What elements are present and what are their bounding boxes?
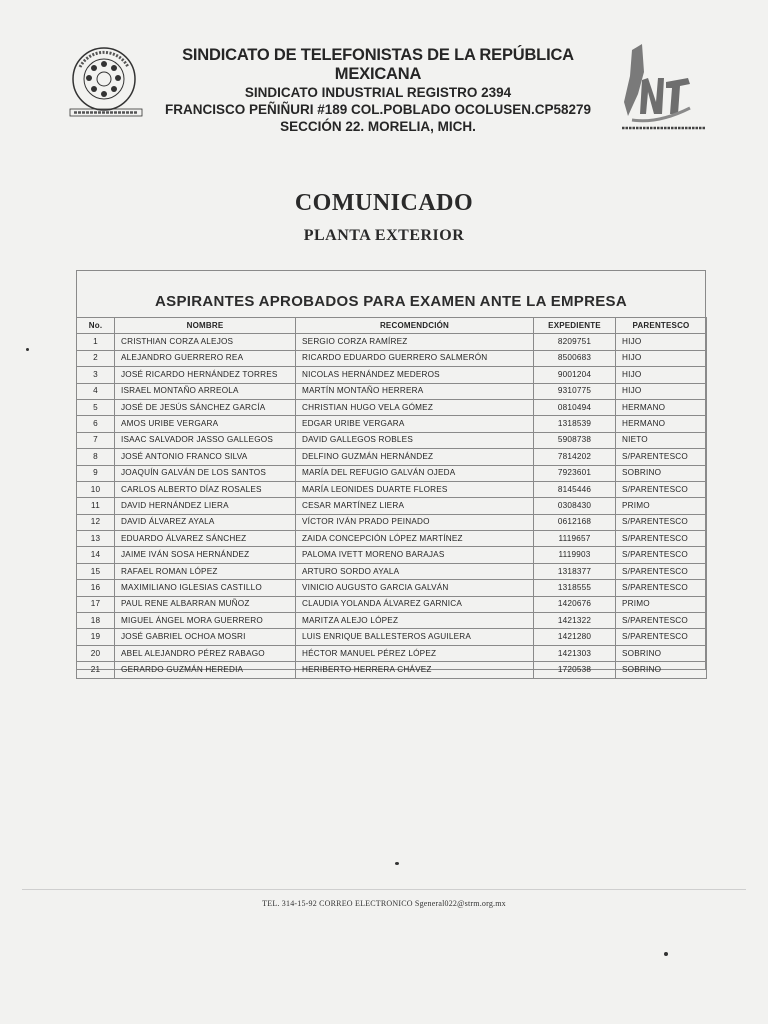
- table-row: [77, 514, 707, 530]
- letterhead: [148, 46, 608, 135]
- cell-no: 17: [77, 596, 115, 612]
- table-row: [77, 596, 707, 612]
- cell-nombre: PAUL RENE ALBARRAN MUÑOZ: [115, 596, 296, 612]
- cell-parentesco: S/PARENTESCO: [616, 481, 707, 497]
- table-row: [77, 367, 707, 383]
- table-row: [77, 662, 707, 678]
- section-line: SECCIÓN 22. MORELIA, MICH.: [280, 119, 476, 134]
- cell-nombre: EDUARDO ÁLVAREZ SÁNCHEZ: [115, 531, 296, 547]
- cell-no: 15: [77, 563, 115, 579]
- cell-recomendacion: EDGAR URIBE VERGARA: [296, 416, 534, 432]
- cell-no: 18: [77, 613, 115, 629]
- cell-parentesco: HIJO: [616, 383, 707, 399]
- cell-nombre: CARLOS ALBERTO DÍAZ ROSALES: [115, 481, 296, 497]
- table-title: ASPIRANTES APROBADOS PARA EXAMEN ANTE LA EMPRESA: [155, 293, 627, 310]
- table-row: [77, 531, 707, 547]
- cell-nombre: JOSÉ RICARDO HERNÁNDEZ TORRES: [115, 367, 296, 383]
- cell-expediente: 7923601: [534, 465, 616, 481]
- cell-parentesco: S/PARENTESCO: [616, 531, 707, 547]
- cell-expediente: 0810494: [534, 399, 616, 415]
- cell-parentesco: SOBRINO: [616, 645, 707, 661]
- cell-no: 3: [77, 367, 115, 383]
- scan-speck: [26, 348, 29, 351]
- cell-no: 16: [77, 580, 115, 596]
- cell-recomendacion: ARTURO SORDO AYALA: [296, 563, 534, 579]
- cell-expediente: 9310775: [534, 383, 616, 399]
- cell-expediente: 1318539: [534, 416, 616, 432]
- cell-nombre: GERARDO GUZMÁN HEREDIA: [115, 662, 296, 678]
- cell-no: 14: [77, 547, 115, 563]
- cell-expediente: 8500683: [534, 350, 616, 366]
- cell-recomendacion: ZAIDA CONCEPCIÓN LÓPEZ MARTÍNEZ: [296, 531, 534, 547]
- footer-contact: TEL. 314-15-92 CORREO ELECTRONICO Sgeneral022@strm.org.mx: [262, 899, 506, 908]
- cell-recomendacion: DAVID GALLEGOS ROBLES: [296, 432, 534, 448]
- cell-parentesco: HIJO: [616, 367, 707, 383]
- cell-parentesco: HIJO: [616, 350, 707, 366]
- header-recomendacion: RECOMENDCIÓN: [296, 318, 534, 334]
- table-row: [77, 613, 707, 629]
- cell-expediente: 9001204: [534, 367, 616, 383]
- cell-recomendacion: VÍCTOR IVÁN PRADO PEINADO: [296, 514, 534, 530]
- table-row: [77, 547, 707, 563]
- cell-expediente: 8209751: [534, 334, 616, 350]
- cell-nombre: ISRAEL MONTAÑO ARREOLA: [115, 383, 296, 399]
- cell-expediente: 1318555: [534, 580, 616, 596]
- cell-recomendacion: LUIS ENRIQUE BALLESTEROS AGUILERA: [296, 629, 534, 645]
- union-seal-logo: [68, 47, 144, 117]
- cell-expediente: 1421322: [534, 613, 616, 629]
- cell-recomendacion: MARÍA DEL REFUGIO GALVÁN OJEDA: [296, 465, 534, 481]
- cell-parentesco: NIETO: [616, 432, 707, 448]
- cell-recomendacion: HÉCTOR MANUEL PÉREZ LÓPEZ: [296, 645, 534, 661]
- cell-nombre: ISAAC SALVADOR JASSO GALLEGOS: [115, 432, 296, 448]
- cell-recomendacion: VINICIO AUGUSTO GARCIA GALVÁN: [296, 580, 534, 596]
- cell-no: 10: [77, 481, 115, 497]
- cell-recomendacion: CHRISTIAN HUGO VELA GÓMEZ: [296, 399, 534, 415]
- cell-expediente: 1421303: [534, 645, 616, 661]
- cell-nombre: JOSÉ GABRIEL OCHOA MOSRI: [115, 629, 296, 645]
- address-line: FRANCISCO PEÑIÑURI #189 COL.POBLADO OCOLUSEN.CP58279: [164, 102, 592, 117]
- cell-expediente: 1720538: [534, 662, 616, 678]
- cell-parentesco: S/PARENTESCO: [616, 514, 707, 530]
- cell-expediente: 1421280: [534, 629, 616, 645]
- cell-no: 5: [77, 399, 115, 415]
- table-header-row: [77, 318, 707, 334]
- registry-line: SINDICATO INDUSTRIAL REGISTRO 2394: [244, 85, 512, 100]
- cell-nombre: RAFAEL ROMAN LÓPEZ: [115, 563, 296, 579]
- header-parentesco: PARENTESCO: [616, 318, 707, 334]
- cell-no: 20: [77, 645, 115, 661]
- candidates-table: [76, 317, 707, 679]
- cell-expediente: 1119657: [534, 531, 616, 547]
- header-nombre: NOMBRE: [115, 318, 296, 334]
- cell-parentesco: HERMANO: [616, 416, 707, 432]
- cell-no: 1: [77, 334, 115, 350]
- cell-no: 4: [77, 383, 115, 399]
- cell-no: 13: [77, 531, 115, 547]
- header-no: No.: [77, 318, 115, 334]
- header-expediente: EXPEDIENTE: [534, 318, 616, 334]
- cell-nombre: JAIME IVÁN SOSA HERNÁNDEZ: [115, 547, 296, 563]
- cell-recomendacion: CLAUDIA YOLANDA ÁLVAREZ GARNICA: [296, 596, 534, 612]
- cell-expediente: 1318377: [534, 563, 616, 579]
- cell-recomendacion: SERGIO CORZA RAMÍREZ: [296, 334, 534, 350]
- scan-speck: [395, 862, 399, 865]
- cell-nombre: DAVID ÁLVAREZ AYALA: [115, 514, 296, 530]
- cell-no: 11: [77, 498, 115, 514]
- table-row: [77, 580, 707, 596]
- cell-nombre: JOSÉ ANTONIO FRANCO SILVA: [115, 449, 296, 465]
- table-row: [77, 399, 707, 415]
- table-row: [77, 416, 707, 432]
- cell-parentesco: HERMANO: [616, 399, 707, 415]
- cell-no: 2: [77, 350, 115, 366]
- cell-recomendacion: MARTÍN MONTAÑO HERRERA: [296, 383, 534, 399]
- cell-recomendacion: NICOLAS HERNÁNDEZ MEDEROS: [296, 367, 534, 383]
- document-subtitle: PLANTA EXTERIOR: [303, 227, 465, 244]
- table-row: [77, 334, 707, 350]
- cell-parentesco: SOBRINO: [616, 662, 707, 678]
- cell-parentesco: S/PARENTESCO: [616, 563, 707, 579]
- cell-nombre: MAXIMILIANO IGLESIAS CASTILLO: [115, 580, 296, 596]
- cell-nombre: CRISTHIAN CORZA ALEJOS: [115, 334, 296, 350]
- cell-nombre: JOAQUÍN GALVÁN DE LOS SANTOS: [115, 465, 296, 481]
- cell-expediente: 0612168: [534, 514, 616, 530]
- cell-recomendacion: MARÍA LEONIDES DUARTE FLORES: [296, 481, 534, 497]
- cell-no: 8: [77, 449, 115, 465]
- cell-recomendacion: DELFINO GUZMÁN HERNÁNDEZ: [296, 449, 534, 465]
- unt-logo: [618, 42, 710, 134]
- table-row: [77, 350, 707, 366]
- cell-no: 19: [77, 629, 115, 645]
- scan-speck: [664, 952, 668, 956]
- cell-parentesco: PRIMO: [616, 498, 707, 514]
- table-row: [77, 563, 707, 579]
- cell-expediente: 1119903: [534, 547, 616, 563]
- table-row: [77, 498, 707, 514]
- table-row: [77, 449, 707, 465]
- cell-nombre: AMOS URIBE VERGARA: [115, 416, 296, 432]
- cell-no: 7: [77, 432, 115, 448]
- cell-parentesco: S/PARENTESCO: [616, 580, 707, 596]
- cell-parentesco: S/PARENTESCO: [616, 449, 707, 465]
- cell-parentesco: HIJO: [616, 334, 707, 350]
- cell-no: 9: [77, 465, 115, 481]
- cell-no: 12: [77, 514, 115, 530]
- cell-no: 21: [77, 662, 115, 678]
- cell-nombre: JOSÉ DE JESÚS SÁNCHEZ GARCÍA: [115, 399, 296, 415]
- table-row: [77, 629, 707, 645]
- cell-parentesco: PRIMO: [616, 596, 707, 612]
- cell-recomendacion: HERIBERTO HERRERA CHÁVEZ: [296, 662, 534, 678]
- table-row: [77, 383, 707, 399]
- cell-nombre: ABEL ALEJANDRO PÉREZ RABAGO: [115, 645, 296, 661]
- table-row: [77, 465, 707, 481]
- table-row: [77, 432, 707, 448]
- org-name: SINDICATO DE TELEFONISTAS DE LA REPÚBLICA MEXICANA: [182, 46, 574, 83]
- document-title: COMUNICADO: [294, 190, 474, 216]
- cell-expediente: 0308430: [534, 498, 616, 514]
- cell-expediente: 8145446: [534, 481, 616, 497]
- cell-nombre: ALEJANDRO GUERRERO REA: [115, 350, 296, 366]
- cell-expediente: 1420676: [534, 596, 616, 612]
- cell-recomendacion: MARITZA ALEJO LÓPEZ: [296, 613, 534, 629]
- cell-no: 6: [77, 416, 115, 432]
- footer-rule: [22, 889, 746, 890]
- cell-recomendacion: RICARDO EDUARDO GUERRERO SALMERÓN: [296, 350, 534, 366]
- cell-nombre: MIGUEL ÁNGEL MORA GUERRERO: [115, 613, 296, 629]
- cell-parentesco: S/PARENTESCO: [616, 613, 707, 629]
- cell-expediente: 5908738: [534, 432, 616, 448]
- cell-parentesco: S/PARENTESCO: [616, 629, 707, 645]
- cell-recomendacion: CESAR MARTÍNEZ LIERA: [296, 498, 534, 514]
- cell-expediente: 7814202: [534, 449, 616, 465]
- cell-parentesco: S/PARENTESCO: [616, 547, 707, 563]
- approved-candidates-box: [76, 270, 706, 674]
- cell-parentesco: SOBRINO: [616, 465, 707, 481]
- table-row: [77, 481, 707, 497]
- cell-recomendacion: PALOMA IVETT MORENO BARAJAS: [296, 547, 534, 563]
- table-row: [77, 645, 707, 661]
- cell-nombre: DAVID HERNÁNDEZ LIERA: [115, 498, 296, 514]
